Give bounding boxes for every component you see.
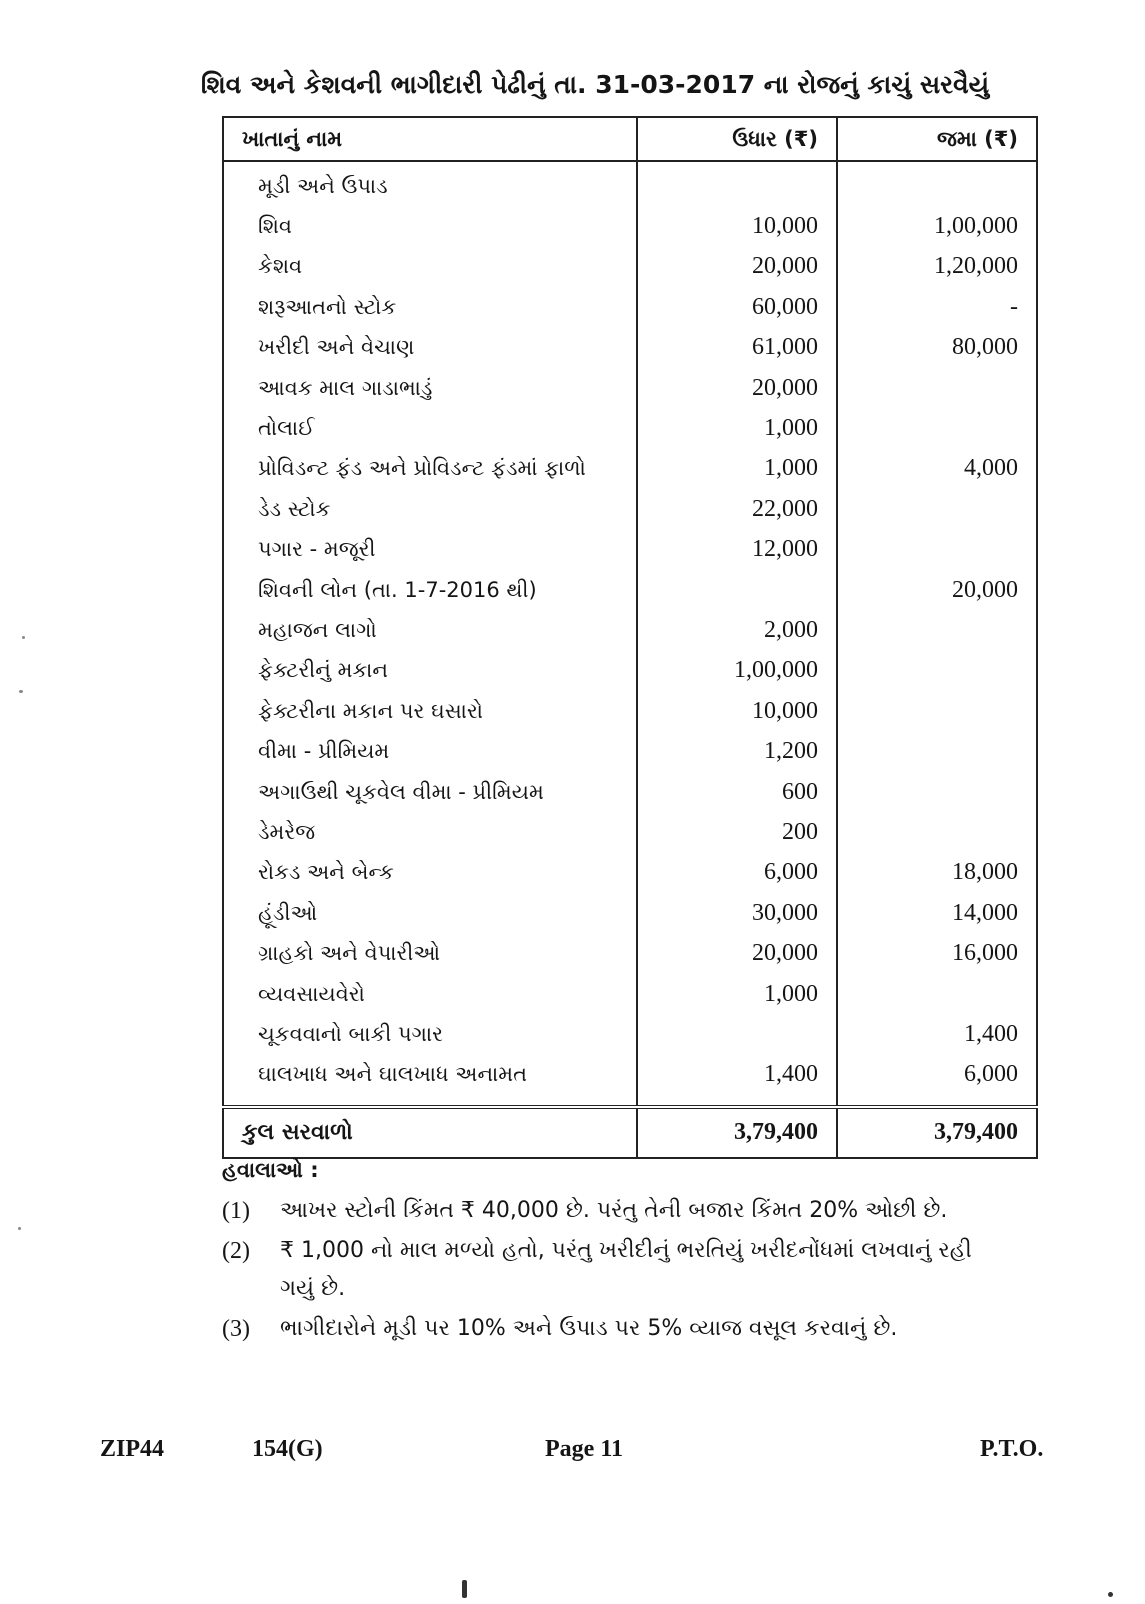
table-header-row (223, 117, 1037, 161)
total-label: કુલ સરવાળો (223, 1107, 637, 1158)
credit-cell (837, 408, 1037, 448)
account-name-cell: ડેડ સ્ટોક (258, 496, 331, 521)
credit-cell (837, 610, 1037, 650)
credit-cell (837, 368, 1037, 408)
trial-balance-table (222, 116, 1038, 1159)
credit-cell: 1,400 (837, 1014, 1037, 1054)
table-row (223, 1014, 1037, 1054)
debit-cell: 1,000 (637, 408, 837, 448)
account-name-cell: રોકડ અને બેન્ક (258, 860, 394, 885)
note-text: ભાગીદારોને મૂડી પર 10% અને ઉપાડ પર 5% વ્યાજ વસૂલ કરવાનું છે. (280, 1316, 898, 1341)
table-body (223, 161, 1037, 1107)
table-row (223, 772, 1037, 812)
account-name-cell: ગ્રાહકો અને વેપારીઓ (258, 941, 441, 966)
debit-cell: 20,000 (637, 247, 837, 287)
page-title: શિવ અને કેશવની ભાગીદારી પેઢીનું તા. 31-03-2017 ના રોજનું કાચું સરવૈયું (200, 70, 990, 99)
debit-cell: 1,400 (637, 1055, 837, 1107)
table-row (223, 651, 1037, 691)
table-row (223, 368, 1037, 408)
scan-mark (462, 1580, 467, 1598)
debit-cell: 22,000 (637, 489, 837, 529)
table-row (223, 449, 1037, 489)
credit-cell (837, 691, 1037, 731)
debit-cell (637, 1014, 837, 1054)
account-name-cell: શિવની લોન (તા. 1-7-2016 થી) (258, 577, 537, 602)
table-row (223, 974, 1037, 1014)
debit-cell (637, 161, 837, 206)
account-name-cell: હૂંડીઓ (258, 900, 318, 925)
credit-cell (837, 731, 1037, 771)
debit-cell: 60,000 (637, 287, 837, 327)
credit-cell (837, 974, 1037, 1014)
scan-speck (18, 1227, 21, 1230)
credit-cell (837, 651, 1037, 691)
note-number: (1) (222, 1198, 250, 1224)
debit-cell: 200 (637, 812, 837, 852)
debit-cell: 1,00,000 (637, 651, 837, 691)
footer-pto: P.T.O. (980, 1436, 1044, 1462)
account-name-cell: કેશવ (258, 254, 303, 279)
debit-cell: 20,000 (637, 368, 837, 408)
table-row (223, 610, 1037, 650)
table-row (223, 731, 1037, 771)
credit-cell (837, 772, 1037, 812)
note-text: ₹ 1,000 નો માલ મળ્યો હતો, પરંતુ ખરીદીનું ભરતિયું ખરીદનોંધમાં લખવાનું રહી ગયું છે. (280, 1238, 972, 1301)
credit-cell (837, 530, 1037, 570)
footer-page-number: Page 11 (545, 1436, 623, 1462)
account-name-cell: પ્રોવિડન્ટ ફંડ અને પ્રોવિડન્ટ ફંડમાં ફાળો (258, 456, 586, 481)
scan-speck (1108, 1592, 1113, 1597)
debit-cell: 2,000 (637, 610, 837, 650)
scan-speck (22, 636, 25, 639)
debit-cell: 600 (637, 772, 837, 812)
debit-cell: 10,000 (637, 691, 837, 731)
credit-cell: 4,000 (837, 449, 1037, 489)
credit-cell: 1,20,000 (837, 247, 1037, 287)
table-row (223, 206, 1037, 246)
debit-cell: 61,000 (637, 328, 837, 368)
table-row (223, 1055, 1037, 1107)
scan-speck (19, 690, 23, 693)
account-name-cell: મહાજન લાગો (258, 617, 377, 642)
table-row (223, 812, 1037, 852)
credit-cell (837, 812, 1037, 852)
credit-cell: - (837, 287, 1037, 327)
table-row (223, 933, 1037, 973)
credit-cell: 1,00,000 (837, 206, 1037, 246)
note-number: (3) (222, 1316, 250, 1342)
table-row (223, 247, 1037, 287)
table-row (223, 328, 1037, 368)
note-item (222, 1310, 982, 1348)
account-name-cell: આવક માલ ગાડાભાડું (258, 375, 433, 400)
note-text: આખર સ્ટોની કિંમત ₹ 40,000 છે. પરંતુ તેની બજાર કિંમત 20% ઓછી છે. (280, 1198, 948, 1223)
notes-list (222, 1192, 982, 1350)
debit-header: ઉધાર (₹) (637, 117, 837, 161)
credit-cell: 6,000 (837, 1055, 1037, 1107)
account-name-header: ખાતાનું નામ (223, 117, 637, 161)
account-name-cell: ઘાલખાધ અને ઘાલખાધ અનામત (258, 1062, 528, 1087)
table-row (223, 161, 1037, 206)
account-name-cell: વીમા - પ્રીમિયમ (258, 739, 390, 764)
account-name-cell: ફેક્ટરીના મકાન પર ઘસારો (258, 698, 484, 723)
account-name-cell: પગાર - મજૂરી (258, 537, 376, 562)
account-name-cell: ચૂકવવાનો બાકી પગાર (258, 1021, 443, 1046)
note-number: (2) (222, 1238, 250, 1264)
table-row (223, 489, 1037, 529)
note-item (222, 1192, 982, 1230)
credit-cell: 18,000 (837, 853, 1037, 893)
footer-code: ZIP44 (100, 1436, 165, 1462)
credit-cell: 16,000 (837, 933, 1037, 973)
total-row (223, 1107, 1037, 1158)
table-row (223, 530, 1037, 570)
debit-cell: 30,000 (637, 893, 837, 933)
debit-cell: 1,200 (637, 731, 837, 771)
account-name-cell: શરૂઆતનો સ્ટોક (258, 294, 397, 319)
table-row (223, 570, 1037, 610)
note-item (222, 1232, 982, 1308)
account-name-cell: ફેક્ટરીનું મકાન (258, 658, 389, 683)
credit-cell: 14,000 (837, 893, 1037, 933)
debit-cell: 1,000 (637, 449, 837, 489)
account-name-cell: અગાઉથી ચૂકવેલ વીમા - પ્રીમિયમ (258, 779, 544, 804)
table-row (223, 691, 1037, 731)
credit-header: જમા (₹) (837, 117, 1037, 161)
account-name-cell: ડેમરેજ (258, 819, 316, 844)
total-debit: 3,79,400 (637, 1107, 837, 1158)
notes-heading: હવાલાઓ : (222, 1158, 319, 1182)
debit-cell (637, 570, 837, 610)
table-row (223, 893, 1037, 933)
credit-cell: 80,000 (837, 328, 1037, 368)
credit-cell (837, 161, 1037, 206)
footer-paper: 154(G) (252, 1436, 323, 1462)
account-name-cell: ખરીદી અને વેચાણ (258, 335, 415, 360)
debit-cell: 20,000 (637, 933, 837, 973)
table-row (223, 408, 1037, 448)
account-name-cell: મૂડી અને ઉપાડ (258, 173, 388, 198)
table-row (223, 287, 1037, 327)
debit-cell: 6,000 (637, 853, 837, 893)
credit-cell (837, 489, 1037, 529)
account-name-cell: તોલાઈ (258, 416, 315, 441)
debit-cell: 10,000 (637, 206, 837, 246)
debit-cell: 1,000 (637, 974, 837, 1014)
table-row (223, 853, 1037, 893)
account-name-cell: શિવ (258, 214, 293, 239)
total-credit: 3,79,400 (837, 1107, 1037, 1158)
debit-cell: 12,000 (637, 530, 837, 570)
account-name-cell: વ્યવસાયવેરો (258, 981, 365, 1006)
credit-cell: 20,000 (837, 570, 1037, 610)
